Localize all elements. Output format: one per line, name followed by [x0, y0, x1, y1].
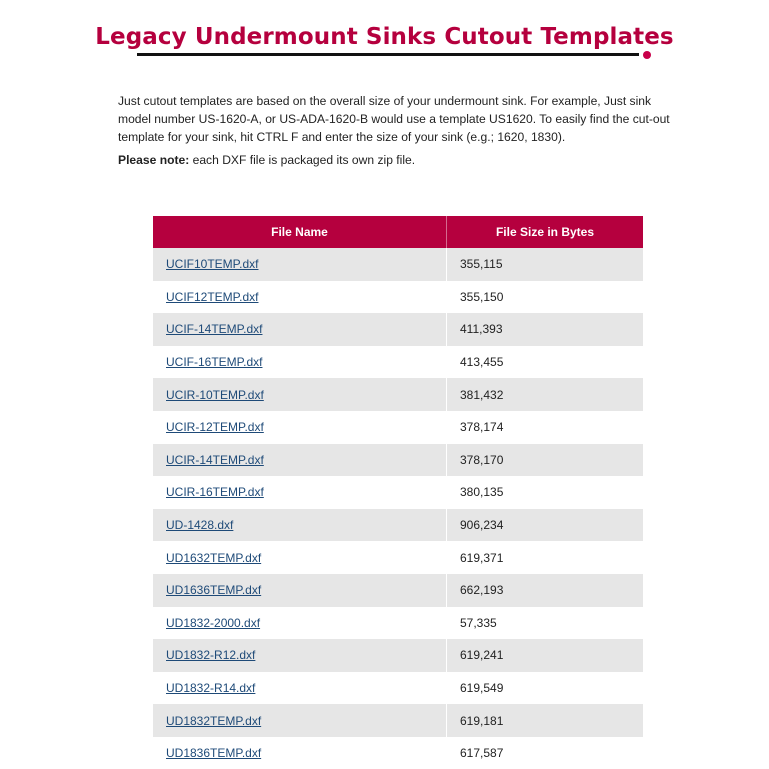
file-size-value: 906,234: [460, 518, 504, 533]
table-header-row: [153, 216, 643, 248]
file-download-link[interactable]: UD1632TEMP.dxf: [166, 550, 262, 565]
table-row: [153, 704, 643, 737]
file-name-cell: [153, 737, 447, 769]
file-size-value: 619,371: [460, 550, 504, 565]
file-size-cell: [447, 346, 644, 379]
file-size-value: 57,335: [460, 615, 497, 630]
file-size-cell: [447, 411, 644, 444]
file-name-cell: [153, 248, 447, 281]
file-size-value: 355,115: [460, 257, 503, 272]
file-size-cell: [447, 541, 644, 574]
file-name-cell: [153, 509, 447, 542]
file-download-link[interactable]: UD1832-R12.dxf: [166, 648, 256, 663]
table-row: [153, 509, 643, 542]
files-table-body: [153, 248, 643, 769]
file-name-cell: [153, 574, 447, 607]
file-size-cell: [447, 607, 644, 640]
file-size-cell: [447, 574, 644, 607]
file-size-cell: [447, 378, 644, 411]
file-size-cell: [447, 737, 644, 769]
table-row: [153, 639, 643, 672]
file-size-value: 662,193: [460, 583, 504, 598]
file-name-cell: [153, 444, 447, 477]
table-row: [153, 574, 643, 607]
header-file-size: File Size in Bytes: [447, 216, 644, 248]
file-name-cell: [153, 476, 447, 509]
file-download-link[interactable]: UCIR-16TEMP.dxf: [166, 485, 264, 500]
file-download-link[interactable]: UD-1428.dxf: [166, 518, 234, 533]
file-name-cell: [153, 281, 447, 314]
file-size-value: 619,241: [460, 648, 504, 663]
files-table: [153, 216, 643, 769]
table-row: [153, 476, 643, 509]
file-name-cell: [153, 411, 447, 444]
title-accent-dot: [643, 51, 651, 59]
file-size-cell: [447, 313, 644, 346]
file-name-cell: [153, 378, 447, 411]
table-row: [153, 737, 643, 769]
file-name-cell: [153, 607, 447, 640]
note-label: Please note:: [118, 153, 190, 167]
note-paragraph: [118, 151, 678, 169]
file-name-cell: [153, 639, 447, 672]
file-size-cell: [447, 509, 644, 542]
file-size-value: 378,174: [460, 420, 504, 435]
file-size-cell: [447, 281, 644, 314]
file-size-value: 411,393: [460, 322, 503, 337]
file-size-cell: [447, 639, 644, 672]
file-size-cell: [447, 704, 644, 737]
file-download-link[interactable]: UCIF-16TEMP.dxf: [166, 355, 263, 370]
file-size-value: 619,181: [460, 713, 504, 728]
file-download-link[interactable]: UCIR-12TEMP.dxf: [166, 420, 264, 435]
title-underline: [137, 53, 639, 56]
file-name-cell: [153, 313, 447, 346]
table-row: [153, 444, 643, 477]
file-download-link[interactable]: UCIF-14TEMP.dxf: [166, 322, 263, 337]
file-size-value: 413,455: [460, 355, 504, 370]
file-size-cell: [447, 248, 644, 281]
table-row: [153, 541, 643, 574]
file-download-link[interactable]: UD1832TEMP.dxf: [166, 713, 262, 728]
file-name-cell: [153, 672, 447, 705]
table-row: [153, 313, 643, 346]
file-name-cell: [153, 346, 447, 379]
file-size-value: 619,549: [460, 681, 504, 696]
intro-paragraph: Just cutout templates are based on the overall size of your undermount sink. For example, Just sink model number US-1620-A, or US-ADA-1620-B would use a template US1620. To easily find the cut-out template for your sink, hit CTRL F and enter the size of your sink (e.g.; 1620, 1830).: [118, 94, 670, 144]
file-download-link[interactable]: UD1832-2000.dxf: [166, 615, 261, 630]
file-download-link[interactable]: UD1636TEMP.dxf: [166, 583, 262, 598]
file-size-cell: [447, 476, 644, 509]
page-title: Legacy Undermount Sinks Cutout Templates: [95, 24, 674, 50]
table-row: [153, 672, 643, 705]
table-row: [153, 248, 643, 281]
table-row: [153, 378, 643, 411]
file-download-link[interactable]: UCIR-14TEMP.dxf: [166, 452, 264, 467]
table-row: [153, 346, 643, 379]
title-wrap: [0, 24, 769, 50]
file-size-cell: [447, 672, 644, 705]
file-size-value: 380,135: [460, 485, 504, 500]
file-download-link[interactable]: UCIR-10TEMP.dxf: [166, 387, 264, 402]
file-size-value: 355,150: [460, 289, 504, 304]
file-download-link[interactable]: UCIF10TEMP.dxf: [166, 257, 259, 272]
file-download-link[interactable]: UD1836TEMP.dxf: [166, 746, 262, 761]
file-name-cell: [153, 704, 447, 737]
file-size-value: 378,170: [460, 452, 504, 467]
note-text: each DXF file is packaged its own zip file.: [189, 153, 416, 167]
table-row: [153, 607, 643, 640]
file-size-value: 381,432: [460, 387, 504, 402]
table-row: [153, 281, 643, 314]
header-file-name: File Name: [153, 216, 447, 248]
file-size-value: 617,587: [460, 746, 504, 761]
file-name-cell: [153, 541, 447, 574]
file-download-link[interactable]: UD1832-R14.dxf: [166, 681, 256, 696]
file-download-link[interactable]: UCIF12TEMP.dxf: [166, 289, 259, 304]
table-row: [153, 411, 643, 444]
file-size-cell: [447, 444, 644, 477]
